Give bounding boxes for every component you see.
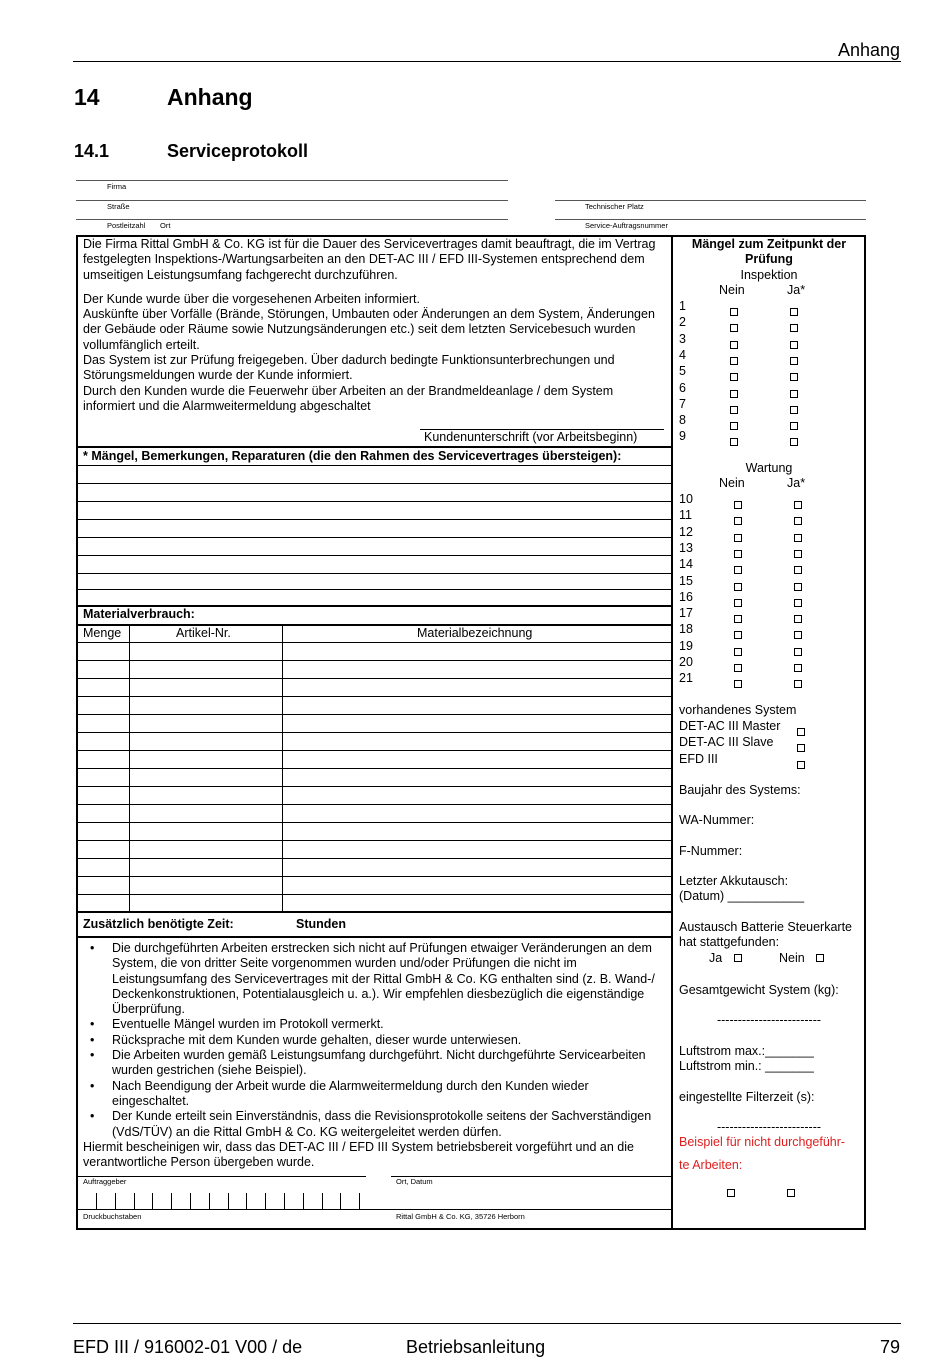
batterie-label: Austausch Batterie Steuerkarte hat stattgefunden: bbox=[679, 920, 853, 950]
wartung-number: 13 bbox=[679, 540, 693, 555]
material-row-line[interactable] bbox=[77, 876, 672, 877]
material-row-line[interactable] bbox=[77, 678, 672, 679]
remark-item: • Eventuelle Mängel wurden im Protokoll vermerkt. bbox=[83, 1017, 666, 1032]
inspektion-nein-checkbox[interactable] bbox=[730, 385, 738, 403]
akku-label: Letzter Akkutausch: bbox=[679, 874, 789, 888]
inspektion-ja-checkbox[interactable] bbox=[790, 352, 798, 370]
page-number: 79 bbox=[879, 1337, 900, 1357]
inspektion-nein-checkbox[interactable] bbox=[730, 303, 738, 321]
material-row-line[interactable] bbox=[77, 894, 672, 895]
batterie-nein bbox=[779, 951, 824, 966]
divider bbox=[77, 1209, 672, 1210]
material-row-line[interactable] bbox=[77, 804, 672, 805]
wartung-ja-checkbox[interactable] bbox=[794, 675, 802, 693]
wartung-number: 19 bbox=[679, 638, 693, 653]
zeit-unit: Stunden bbox=[296, 917, 346, 931]
batterie-ja-label: Ja bbox=[709, 951, 723, 965]
service-auftrag-label: Service-Auftragsnummer bbox=[585, 221, 668, 230]
letter-box-divider bbox=[115, 1193, 116, 1209]
letter-box-divider bbox=[134, 1193, 135, 1209]
wartung-nein-checkbox[interactable] bbox=[734, 626, 742, 644]
system-option-checkbox[interactable] bbox=[797, 756, 805, 774]
letter-box-divider bbox=[359, 1193, 360, 1209]
material-heading: Materialverbrauch: bbox=[83, 607, 195, 621]
technischer-platz-line[interactable] bbox=[555, 200, 866, 201]
wartung-nein-checkbox[interactable] bbox=[734, 610, 742, 628]
ort-label: Ort bbox=[160, 221, 171, 230]
beispiel-ja-checkbox bbox=[787, 1184, 795, 1202]
letter-box-divider bbox=[190, 1193, 191, 1209]
divider bbox=[77, 624, 672, 626]
inspektion-ja-checkbox[interactable] bbox=[790, 368, 798, 386]
divider bbox=[77, 446, 672, 448]
chapter-heading bbox=[74, 84, 253, 111]
letter-box-divider bbox=[96, 1193, 97, 1209]
beispiel-nein-checkbox bbox=[727, 1184, 735, 1202]
inspektion-number: 6 bbox=[679, 380, 686, 395]
inspektion-number: 8 bbox=[679, 413, 686, 428]
material-col-divider bbox=[282, 624, 283, 912]
divider bbox=[77, 936, 672, 938]
material-row-line[interactable] bbox=[77, 840, 672, 841]
footer-doc-id: EFD III / 916002-01 V00 / de bbox=[73, 1337, 303, 1357]
batterie-ja-checkbox[interactable] bbox=[734, 954, 742, 962]
maengel-title: Mängel zum Zeitpunkt der Prüfung bbox=[691, 237, 847, 266]
wartung-ja-checkbox[interactable] bbox=[794, 496, 802, 514]
intro-paragraph-1: Die Firma Rittal GmbH & Co. KG ist für die Dauer des Servicevertrages damit beauftragt, die im Vertrag festgelegten Inspektions-/Wartungsarbeiten an den DET-AC III / EFD III-Systemen entsprechend dem umseitigen Leistungsumfang fachgerecht durchzuführen. bbox=[83, 237, 656, 282]
f-label: F-Nummer: bbox=[679, 844, 743, 858]
letter-box-divider bbox=[340, 1193, 341, 1209]
inspektion-nein-checkbox[interactable] bbox=[730, 401, 738, 419]
wartung-ja-checkbox[interactable] bbox=[794, 659, 802, 677]
wartung-number: 12 bbox=[679, 524, 693, 539]
material-row-line[interactable] bbox=[77, 768, 672, 769]
wartung-nein-checkbox[interactable] bbox=[734, 675, 742, 693]
intro-text bbox=[83, 237, 666, 414]
inspektion-nein-header: Nein bbox=[719, 283, 745, 297]
zeit-label: Zusätzlich benötigte Zeit: bbox=[83, 917, 234, 931]
wartung-nein-checkbox[interactable] bbox=[734, 545, 742, 563]
wartung-ja-checkbox[interactable] bbox=[794, 643, 802, 661]
material-row-line[interactable] bbox=[77, 786, 672, 787]
plz-label: Postleitzahl bbox=[107, 221, 146, 230]
maengel-writing-line[interactable] bbox=[77, 555, 672, 556]
filterzeit-label: eingestellte Filterzeit (s): bbox=[679, 1090, 815, 1104]
remark-item: • Die Arbeiten wurden gemäß Leistungsumfang durchgeführt. Nicht durchgeführte Servicearbeiten wurden gestrichen (siehe Beispiel). bbox=[83, 1048, 666, 1079]
remarks-block bbox=[83, 941, 666, 1170]
batterie-nein-label: Nein bbox=[779, 951, 805, 965]
wartung-number: 14 bbox=[679, 557, 693, 572]
footer-title: Betriebsanleitung bbox=[406, 1337, 546, 1357]
maengel-heading: * Mängel, Bemerkungen, Reparaturen (die den Rahmen des Servicevertrages übersteigen): bbox=[83, 449, 622, 463]
maengel-writing-line[interactable] bbox=[77, 537, 672, 538]
col-bezeichnung: Materialbezeichnung bbox=[417, 626, 533, 640]
remark-item: • Nach Beendigung der Arbeit wurde die Alarmweitermeldung durch den Kunden wieder eingeschaltet. bbox=[83, 1079, 666, 1110]
wartung-ja-checkbox[interactable] bbox=[794, 626, 802, 644]
inspektion-number: 5 bbox=[679, 364, 686, 379]
druckbuchstaben-label: Druckbuchstaben bbox=[83, 1212, 142, 1221]
material-row-line[interactable] bbox=[77, 660, 672, 661]
wartung-nein-checkbox[interactable] bbox=[734, 659, 742, 677]
section-title: Serviceprotokoll bbox=[167, 141, 309, 161]
akku-datum: (Datum) ___________ bbox=[679, 889, 805, 903]
luftstrom-max[interactable]: Luftstrom max.:_______ bbox=[679, 1044, 814, 1058]
wartung-ja-checkbox[interactable] bbox=[794, 561, 802, 579]
maengel-writing-line[interactable] bbox=[77, 483, 672, 484]
baujahr-label: Baujahr des Systems: bbox=[679, 783, 801, 797]
inspektion-number: 2 bbox=[679, 315, 686, 330]
inspektion-number: 7 bbox=[679, 396, 686, 411]
intro-paragraph-2: Der Kunde wurde über die vorgesehenen Arbeiten informiert. bbox=[83, 291, 421, 306]
wartung-ja-checkbox[interactable] bbox=[794, 545, 802, 563]
wartung-number: 10 bbox=[679, 492, 693, 506]
beispiel-label-2: te Arbeiten: bbox=[679, 1158, 743, 1172]
material-row-line[interactable] bbox=[77, 750, 672, 751]
inspektion-nein-checkbox[interactable] bbox=[730, 433, 738, 451]
wa-label: WA-Nummer: bbox=[679, 813, 755, 827]
wartung-number: 20 bbox=[679, 655, 693, 669]
material-row-line[interactable] bbox=[77, 642, 672, 643]
wartung-nein-checkbox[interactable] bbox=[734, 594, 742, 612]
gewicht-dashes[interactable]: ------------------------- bbox=[716, 1013, 822, 1027]
wartung-ja-header: Ja* bbox=[787, 476, 806, 490]
rittal-label: Rittal GmbH & Co. KG, 35726 Herborn bbox=[396, 1212, 525, 1221]
signature-label: Kundenunterschrift (vor Arbeitsbeginn) bbox=[424, 430, 638, 444]
intro-paragraph-5: Durch den Kunden wurde die Feuerwehr über Arbeiten an der Brandmeldeanlage / dem System informiert und die Alarmweitermeldung abgeschaltet bbox=[83, 383, 614, 413]
inspektion-ja-checkbox[interactable] bbox=[790, 401, 798, 419]
wartung-nein-checkbox[interactable] bbox=[734, 529, 742, 547]
inspektion-nein-checkbox[interactable] bbox=[730, 336, 738, 354]
letter-box-divider bbox=[246, 1193, 247, 1209]
ort-datum-label: Ort, Datum bbox=[396, 1177, 433, 1186]
col-artikel: Artikel-Nr. bbox=[176, 626, 231, 640]
strasse-label: Straße bbox=[107, 202, 130, 211]
wartung-ja-checkbox[interactable] bbox=[794, 594, 802, 612]
letter-box-divider bbox=[322, 1193, 323, 1209]
wartung-number: 21 bbox=[679, 671, 693, 686]
maengel-writing-line[interactable] bbox=[77, 573, 672, 574]
letter-box-divider bbox=[209, 1193, 210, 1209]
system-option-label: DET-AC III Master bbox=[679, 719, 781, 733]
inspektion-number: 3 bbox=[679, 331, 686, 346]
chapter-title: Anhang bbox=[167, 84, 253, 110]
wartung-ja-checkbox[interactable] bbox=[794, 578, 802, 596]
inspektion-number: 1 bbox=[679, 299, 686, 313]
system-heading: vorhandenes System bbox=[679, 703, 797, 717]
intro-paragraph-3: Auskünfte über Vorfälle (Brände, Störungen, Umbauten oder Änderungen an dem System, Änderungen der Gebäude oder Räume sowie Nutzungsänderungen etc.) seit dem letzten Servicebesuch wurden vollumfänglich erteilt. bbox=[83, 307, 655, 352]
letter-box-divider bbox=[228, 1193, 229, 1209]
divider bbox=[77, 911, 672, 913]
material-row-line[interactable] bbox=[77, 822, 672, 823]
intro-paragraph-4: Das System ist zur Prüfung freigegeben. Über dadurch bedingte Funktionsunterbrechungen und Störungsmeldungen wurde der Kunde informiert. bbox=[83, 353, 615, 383]
inspektion-number: 4 bbox=[679, 347, 686, 362]
letter-box-divider bbox=[303, 1193, 304, 1209]
firma-line[interactable] bbox=[76, 180, 508, 181]
wartung-heading: Wartung bbox=[745, 461, 793, 475]
divider bbox=[77, 465, 672, 466]
letter-box-divider bbox=[171, 1193, 172, 1209]
inspektion-ja-checkbox[interactable] bbox=[790, 303, 798, 321]
remark-item: • Die durchgeführten Arbeiten erstrecken sich nicht auf Prüfungen etwaiger Veränderungen an dem System, die von dritter Seite vorgenommen wurden und/oder Prüfungen die nicht im Leistungsumfang des Servicevertrages mit der Rittal GmbH & Co. KG enthalten sind (z. B. Wand-/ Deckenkonstruktionen, Potentialausgleich u. a.). Wir empfehlen diesbezüglich die eigenständige Überprüfung. bbox=[83, 941, 666, 1017]
filterzeit-dashes[interactable]: ------------------------- bbox=[716, 1120, 822, 1134]
wartung-number: 17 bbox=[679, 606, 693, 621]
letter-box-divider bbox=[265, 1193, 266, 1209]
ort-datum-line[interactable] bbox=[391, 1176, 672, 1177]
letter-box-divider bbox=[284, 1193, 285, 1209]
confirmation-text: Hiermit bescheinigen wir, dass das DET-AC III / EFD III System betriebsbereit vorgeführt und an die verantwortliche Person übergeben wurde. bbox=[83, 1139, 634, 1170]
remarks-list bbox=[83, 941, 666, 1140]
auftraggeber-label: Auftraggeber bbox=[83, 1177, 127, 1186]
wartung-number: 16 bbox=[679, 589, 693, 604]
wartung-nein-checkbox[interactable] bbox=[734, 561, 742, 579]
remark-item: • Der Kunde erteilt sein Einverständnis, dass die Revisionsprotokolle seitens der Sachverständigen (VdS/TÜV) an die Rittal GmbH & Co. KG weitergeleitet werden dürfen. bbox=[83, 1109, 666, 1140]
wartung-ja-checkbox[interactable] bbox=[794, 610, 802, 628]
wartung-number: 11 bbox=[679, 508, 692, 523]
wartung-number: 15 bbox=[679, 573, 693, 588]
footer-rule bbox=[73, 1323, 901, 1324]
inspektion-ja-checkbox[interactable] bbox=[790, 385, 798, 403]
material-row-line[interactable] bbox=[77, 732, 672, 733]
system-option-checkbox[interactable] bbox=[797, 723, 805, 741]
wartung-ja-checkbox[interactable] bbox=[794, 529, 802, 547]
inspektion-ja-checkbox[interactable] bbox=[790, 319, 798, 337]
maengel-writing-line[interactable] bbox=[77, 589, 672, 590]
material-row-line[interactable] bbox=[77, 696, 672, 697]
maengel-writing-line[interactable] bbox=[77, 501, 672, 502]
system-option-label: DET-AC III Slave bbox=[679, 735, 774, 750]
service-auftrag-line[interactable] bbox=[555, 219, 866, 220]
firma-label: Firma bbox=[107, 182, 127, 191]
system-option-checkbox[interactable] bbox=[797, 739, 805, 757]
material-col-divider bbox=[129, 624, 130, 912]
section-heading bbox=[74, 141, 309, 162]
inspektion-nein-checkbox[interactable] bbox=[730, 319, 738, 337]
batterie-nein-checkbox[interactable] bbox=[816, 954, 824, 962]
running-header: Anhang bbox=[837, 40, 900, 60]
inspektion-nein-checkbox[interactable] bbox=[730, 352, 738, 370]
gewicht-label: Gesamtgewicht System (kg): bbox=[679, 983, 839, 997]
inspektion-nein-checkbox[interactable] bbox=[730, 417, 738, 435]
inspektion-heading: Inspektion bbox=[740, 268, 798, 282]
beispiel-label-1: Beispiel für nicht durchgeführ- bbox=[679, 1135, 846, 1149]
letter-box-divider bbox=[152, 1193, 153, 1209]
batterie-ja bbox=[709, 951, 742, 966]
inspektion-ja-checkbox[interactable] bbox=[790, 433, 798, 451]
header-rule bbox=[73, 61, 901, 62]
plz-ort-line[interactable] bbox=[76, 219, 508, 220]
wartung-nein-checkbox[interactable] bbox=[734, 512, 742, 530]
material-row-line[interactable] bbox=[77, 714, 672, 715]
strasse-line[interactable] bbox=[76, 200, 508, 201]
maengel-writing-line[interactable] bbox=[77, 519, 672, 520]
wartung-nein-checkbox[interactable] bbox=[734, 643, 742, 661]
inspektion-ja-checkbox[interactable] bbox=[790, 336, 798, 354]
wartung-nein-checkbox[interactable] bbox=[734, 496, 742, 514]
inspektion-ja-header: Ja* bbox=[787, 283, 806, 297]
luftstrom-min[interactable]: Luftstrom min.: _______ bbox=[679, 1059, 814, 1073]
wartung-nein-header: Nein bbox=[719, 476, 745, 490]
inspektion-nein-checkbox[interactable] bbox=[730, 368, 738, 386]
col-menge: Menge bbox=[83, 626, 122, 640]
technischer-platz-label: Technischer Platz bbox=[585, 202, 644, 211]
material-row-line[interactable] bbox=[77, 858, 672, 859]
chapter-number: 14 bbox=[74, 84, 100, 110]
inspektion-number: 9 bbox=[679, 429, 686, 444]
inspektion-ja-checkbox[interactable] bbox=[790, 417, 798, 435]
wartung-nein-checkbox[interactable] bbox=[734, 578, 742, 596]
system-option-label: EFD III bbox=[679, 751, 718, 766]
remark-item: • Rücksprache mit dem Kunden wurde gehalten, dieser wurde unterwiesen. bbox=[83, 1033, 666, 1048]
wartung-number: 18 bbox=[679, 622, 693, 637]
wartung-ja-checkbox[interactable] bbox=[794, 512, 802, 530]
section-number: 14.1 bbox=[74, 141, 110, 161]
